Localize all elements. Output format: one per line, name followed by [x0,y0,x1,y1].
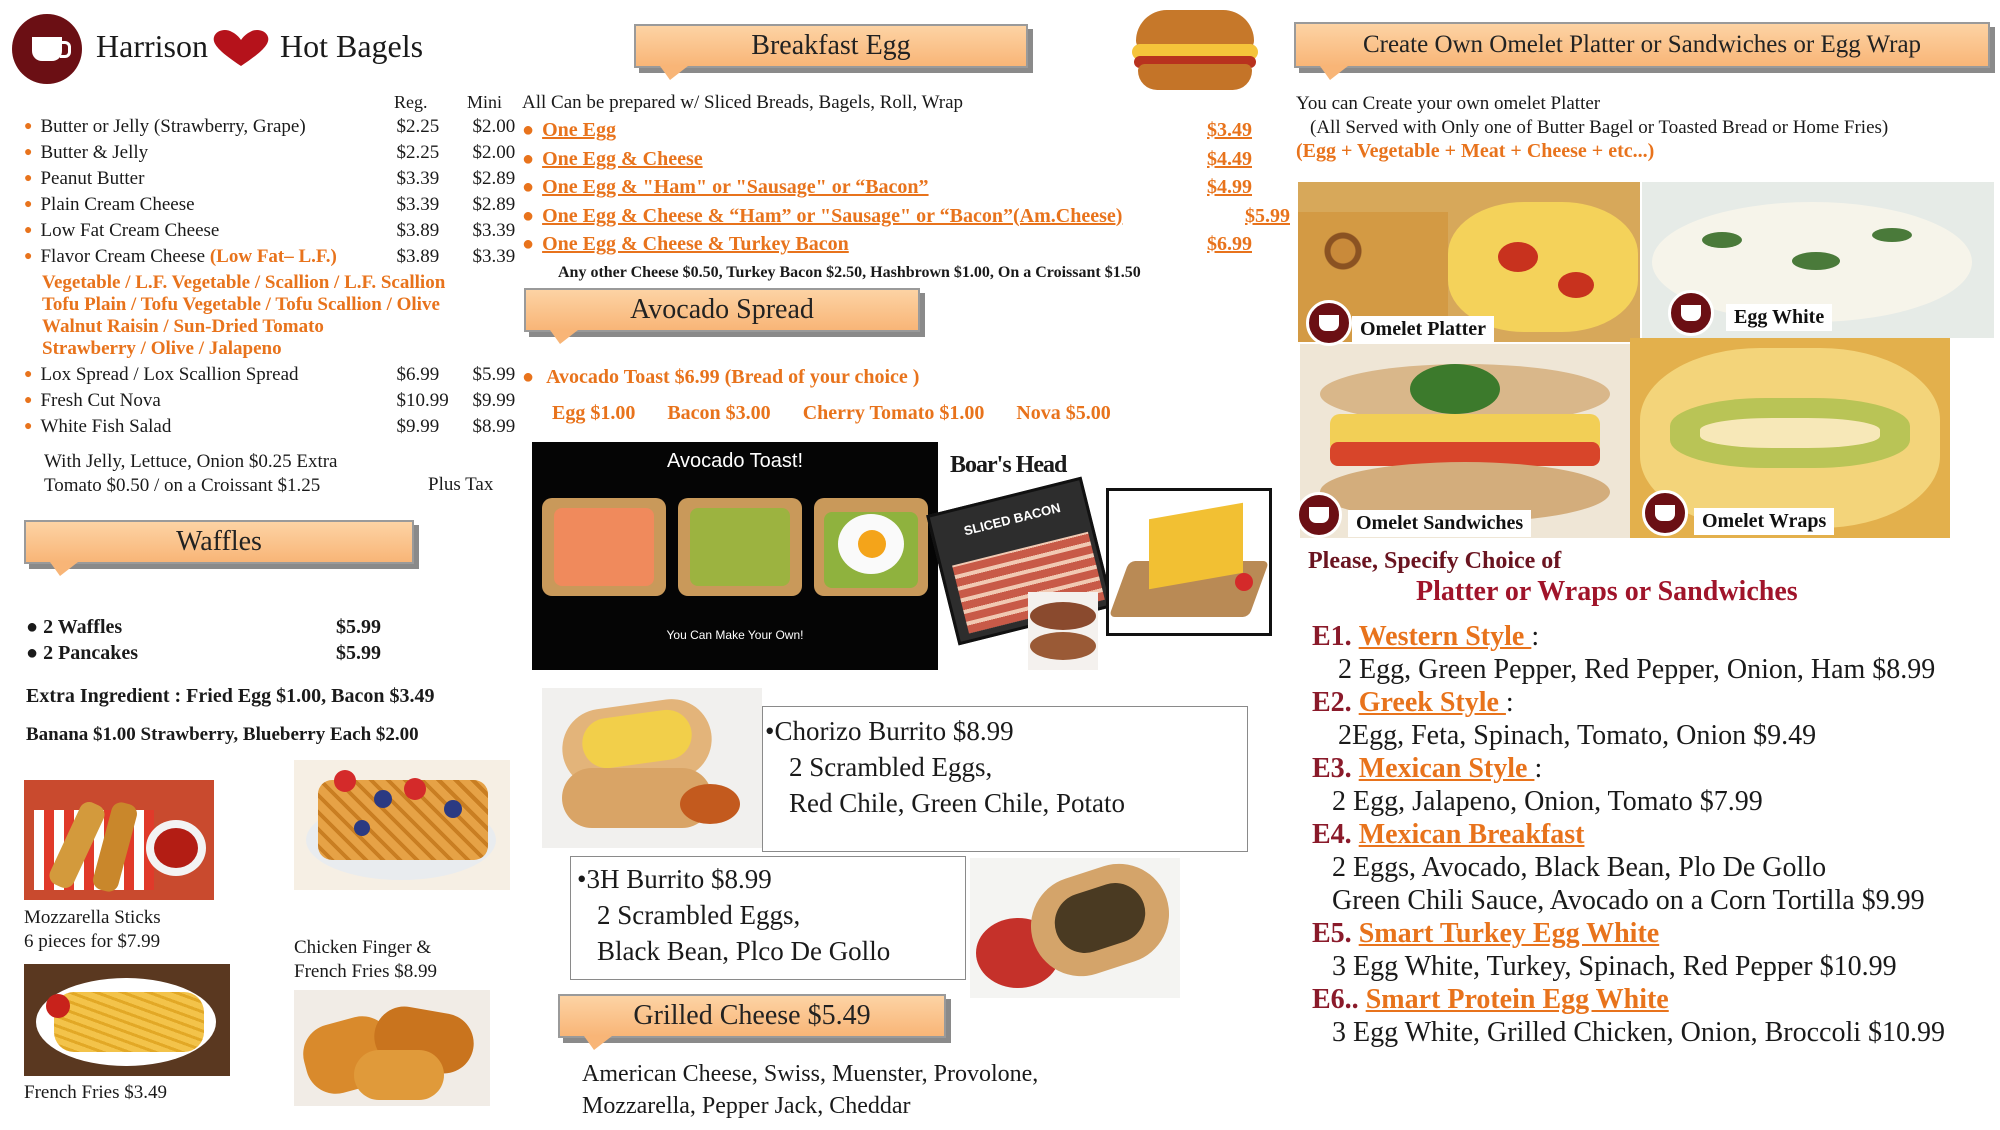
chicken-caption: Chicken Finger & French Fries $8.99 [294,937,438,982]
omelet-item: E6.. Smart Protein Egg White 3 Egg White, Grilled Chicken, Onion, Broccoli $10.99 [1312,984,1946,1048]
boars-head-logo: Boar's Head [950,452,1067,478]
mozzarella-sticks-photo [24,780,214,900]
three-h-burrito-box: •3H Burrito $8.99 2 Scrambled Eggs, Black Bean, Plco De Gollo [570,856,966,980]
egg-white-label: Egg White [1726,304,1832,331]
omelet-list [1312,620,1945,1049]
avocado-toast-board [532,442,938,670]
chicken-fingers-photo [294,990,490,1106]
chorizo-line1: 2 Scrambled Eggs, [789,752,993,782]
specify-line-1: Please, Specify Choice of [1308,548,1562,574]
omelet-intro: You can Create your own omelet Platter (All Served with Only one of Butter Bagel or Toasted Bread or Home Fries) [1296,93,1889,138]
breakfast-egg-note: Any other Cheese $0.50, Turkey Bacon $2.50, Hashbrown $1.00, On a Croissant $1.50 [558,264,1141,281]
three-h-line2: Black Bean, Plco De Gollo [597,936,891,966]
bagel-row: ● Butter or Jelly (Strawberry, Grape) $2.25 $2.00 [24,116,516,137]
bagel-row: ● Lox Spread / Lox Scallion Spread $6.99 $5.99 [24,364,516,385]
egg-item: ● One Egg $3.49 [522,119,1252,141]
bagel-list-2 [24,362,515,440]
avocado-board-caption: You Can Make Your Own! [666,628,804,642]
egg-item: ● One Egg & "Ham" or "Sausage" or “Bacon” $4.99 [522,176,1252,198]
mozzarella-caption: Mozzarella Sticks 6 pieces for $7.99 [24,907,161,952]
waffle-extras-2: Banana $1.00 Strawberry, Blueberry Each $2.00 [26,724,419,745]
egg-bagel-sandwich-photo [1130,8,1260,92]
omelet-wraps-label: Omelet Wraps [1694,508,1834,535]
breakfast-egg-banner: Breakfast Egg [634,24,1028,68]
omelet-item: E4. Mexican Breakfast 2 Eggs, Avocado, Black Bean, Plo De Gollo Green Chili Sauce, Avocado on a Corn Tortilla $9.99 [1312,819,1925,916]
chorizo-burrito-photo [542,688,762,848]
bagel-row: ● Peanut Butter $3.39 $2.89 [24,168,516,189]
waffles-banner: Waffles [24,520,414,564]
breakfast-egg-subtitle: All Can be prepared w/ Sliced Breads, Bagels, Roll, Wrap [522,92,964,113]
logo-cup-icon [12,14,82,84]
omelet-platter-label: Omelet Platter [1352,316,1494,343]
bagel-row-flavor: ● Flavor Cream Cheese (Low Fat– L.F.) $3.89 $3.39 [24,246,516,267]
bacon-pack-label: SLICED BACON [962,499,1062,539]
omelet-intro-formula: (Egg + Vegetable + Meat + Cheese + etc...) [1296,140,1655,162]
bagel-row: ● White Fish Salad $9.99 $8.99 [24,416,516,437]
specify-line-2: Platter or Wraps or Sandwiches [1416,576,1798,607]
brand-name-right: Hot Bagels [280,28,424,64]
bagel-row: ● Low Fat Cream Cheese $3.89 $3.39 [24,220,516,241]
grilled-cheese-options: American Cheese, Swiss, Muenster, Provolone, Mozzarella, Pepper Jack, Cheddar [582,1061,1039,1119]
waffle-list [26,614,381,666]
chorizo-name: Chorizo Burrito $8.99 [774,716,1014,746]
chorizo-line2: Red Chile, Green Chile, Potato [789,788,1125,818]
bagel-row: ● Butter & Jelly $2.25 $2.00 [24,142,516,163]
omelet-item: E5. Smart Turkey Egg White 3 Egg White, Turkey, Spinach, Red Pepper $10.99 [1312,918,1897,982]
cup-icon [1642,490,1688,536]
avocado-toast-line: ● Avocado Toast $6.99 (Bread of your choice ) [522,366,920,388]
grilled-cheese-banner: Grilled Cheese $5.49 [558,994,946,1038]
three-h-name: 3H Burrito $8.99 [586,864,772,894]
omelet-sandwiches-label: Omelet Sandwiches [1348,510,1531,537]
waffle-row: ● 2 Waffles $5.99 [26,616,381,638]
three-h-burrito-photo [970,858,1180,998]
avocado-banner: Avocado Spread [524,288,920,332]
egg-item: ● One Egg & Cheese & Turkey Bacon $6.99 [522,233,1252,255]
flavor-list: Vegetable / L.F. Vegetable / Scallion / L.F. Scallion Tofu Plain / Tofu Vegetable / Tofu Scallion / Olive Walnut Raisin / Sun-Dried Tomato Strawberry / Olive / Jalapeno [42,272,446,359]
cheese-block-photo [1106,488,1272,636]
omelet-item: E2. Greek Style : 2Egg, Feta, Spinach, Tomato, Onion $9.49 [1312,687,1817,751]
plus-tax: Plus Tax [428,474,494,495]
brand-name-left: Harrison [96,28,208,64]
fries-caption: French Fries $3.49 [24,1082,168,1103]
omelet-banner: Create Own Omelet Platter or Sandwiches or Egg Wrap [1294,22,1990,68]
waffle-row: ● 2 Pancakes $5.99 [26,642,381,664]
bagel-list [24,114,515,270]
avocado-board-title: Avocado Toast! [666,450,804,472]
col-reg-header: Reg. [394,92,428,112]
cup-icon [1306,300,1352,346]
bagel-row: ● Plain Cream Cheese $3.39 $2.89 [24,194,516,215]
waffles-photo [294,760,510,890]
egg-item: ● One Egg & Cheese $4.49 [522,147,1252,170]
cup-icon [1296,492,1342,538]
sausage-patty-photo [1028,592,1098,670]
omelet-sandwich-photo [1300,344,1630,538]
col-mini-header: Mini [467,92,503,112]
heart-icon [210,28,272,68]
bagel-row: ● Fresh Cut Nova $10.99 $9.99 [24,390,516,411]
chorizo-burrito-box: •Chorizo Burrito $8.99 2 Scrambled Eggs, Red Chile, Green Chile, Potato [762,706,1248,852]
omelet-item: E1. Western Style : 2 Egg, Green Pepper, Red Pepper, Onion, Ham $8.99 [1312,621,1936,685]
omelet-item: E3. Mexican Style : 2 Egg, Jalapeno, Onion, Tomato $7.99 [1312,753,1763,817]
egg-item: ● One Egg & Cheese & “Ham” or "Sausage" or “Bacon”(Am.Cheese) $5.99 [522,204,1290,227]
breakfast-egg-list [522,116,1290,259]
french-fries-photo [24,964,230,1076]
avocado-addons: Egg $1.00 Bacon $3.00 Cherry Tomato $1.00 Nova $5.00 [552,402,1111,424]
cup-icon [1668,290,1714,336]
bagel-extras-note: With Jelly, Lettuce, Onion $0.25 Extra Tomato $0.50 / on a Croissant $1.25 [44,451,338,496]
waffle-extras-1: Extra Ingredient : Fried Egg $1.00, Bacon $3.49 [26,685,435,707]
three-h-line1: 2 Scrambled Eggs, [597,900,801,930]
